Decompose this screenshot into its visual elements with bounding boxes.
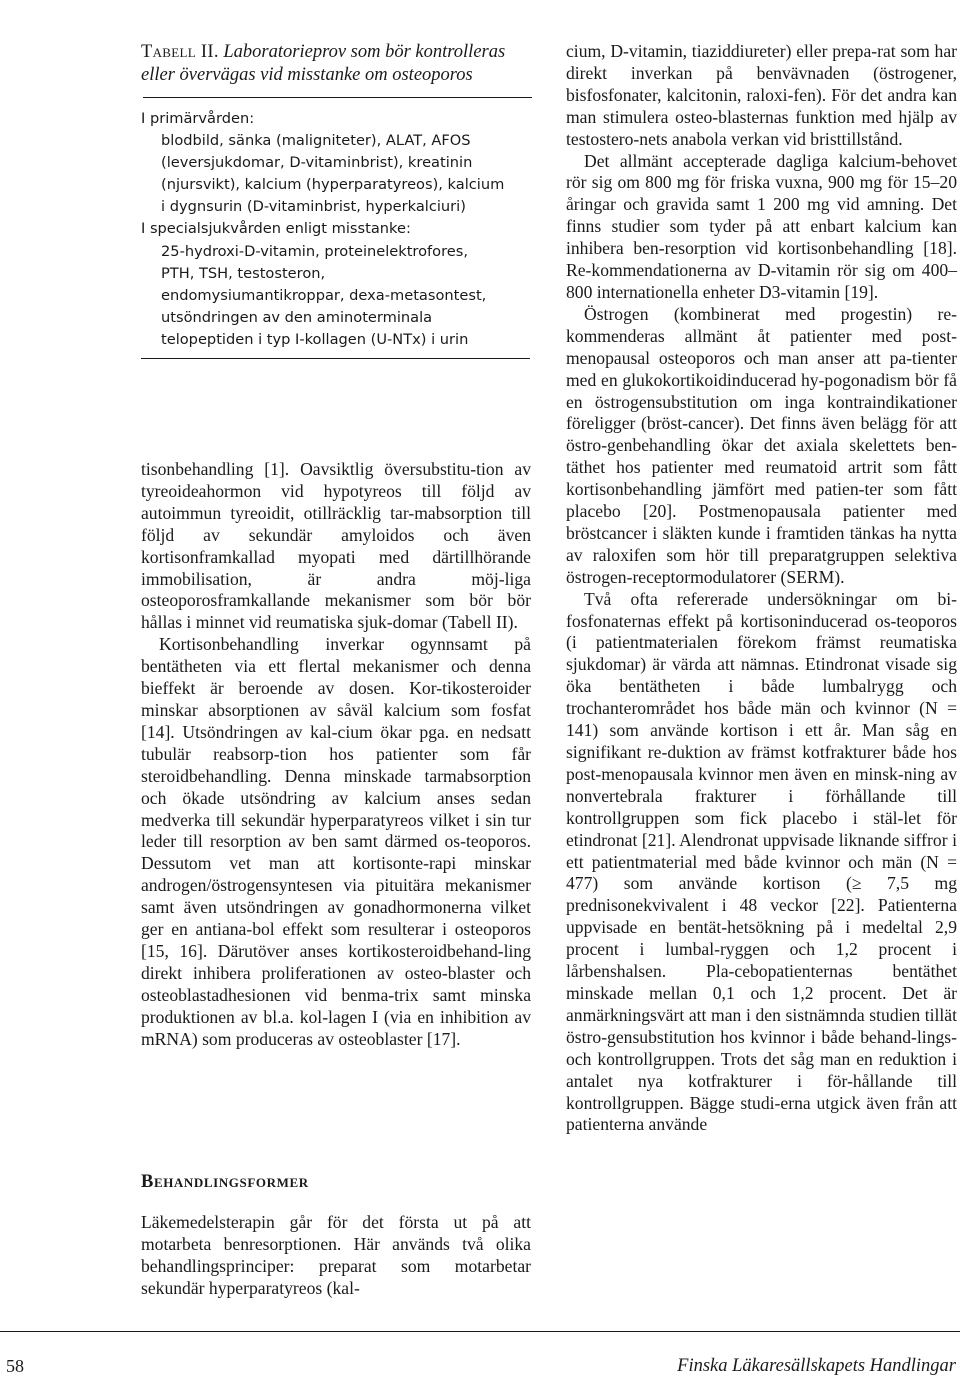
body-paragraph: Kortisonbehandling inverkar ogynnsamt på bentätheten via ett flertal mekanismer och denna bieffekt är beroende av dosen. Kor-tikosteroider minskar absorptionen av såväl kalcium som fosfat [14]. Utsöndringen av kal-cium ökar pga. en nedsatt tubulär reabsorp-tion hos patienter som får steroidbehandling. Denna minskade tarmabsorption och ökade utsöndring av kalcium anses sedan medverka till sekundär hyperparatyreos vilket i sin tur leder till resorption av ben samt därmed os-teoporos. Dessutom vet man att kortisonte-rapi minskar androgen/östrogensyntesen via pituitära mekanismer samt även utsöndringen av gonadhormonerna vilket ger en antiana-bol effekt som resulterar i osteoporos [15, 16]. Därutöver anses kortikosteroidbehand-ling direkt inhibera proliferationen av osteo-blaster och osteoblastadhesionen vid benma-trix samt minska produktionen av bl.a. kol-lagen I (via en inhibition av mRNA) som produceras av osteoblaster [17]. (141, 634, 531, 1049)
table-line: i dygnsurin (D-vitaminbrist, hyperkalciuri) (161, 198, 466, 216)
table-label: Tabell II. (141, 42, 219, 62)
right-column-text (566, 41, 957, 1136)
footer-rule (0, 1331, 960, 1332)
body-paragraph: Det allmänt accepterade dagliga kalcium-behovet rör sig om 800 mg för friska vuxna, 900 mg för 15–20 åringar och gravida samt 1 200 mg vid amning. Det finns studier som tyder på att enbart kalcium kan inhibera ben-resorption vid kortisonbehandling [18]. Re-kommendationerna av D-vitamin rör sig om 400–800 internationella enheter D3-vitamin [19]. (566, 150, 957, 302)
table-line: PTH, TSH, testosteron, (161, 264, 326, 282)
table-line: telopeptiden i typ I-kollagen (U-NTx) i urin (161, 330, 469, 348)
body-paragraph: Östrogen (kombinerat med progestin) re-kommenderas allmänt åt patienter med post-menopausal osteoporos och man anser att pa-tienter med en glukokortikoidinducerad hy-pogonadism bör få en östrogensubstitution om inga kontraindikationer föreligger (bröst-cancer). Det finns även belägg för att östro-genbehandling ökar det axiala skelettets ben-täthet hos patienter med reumatoid artrit som fått kortisonbehandling jämfört med patien-ter som fått placebo [20]. Postmenopausala patienter med bröstcancer i släkten kunde i framtiden tänkas ha nytta av raloxifen som hör till preparatgruppen selektiva östrogen-receptormodulatorer (SERM). (566, 303, 957, 587)
page-number: 58 (6, 1356, 24, 1376)
section-heading: Behandlingsformer (141, 1172, 309, 1192)
table-line: (njursvikt), kalcium (hyperparatyreos), kalcium (161, 176, 505, 194)
lab-tests-table (141, 41, 531, 351)
left-column-text (141, 459, 531, 1050)
table-bottom-rule (141, 358, 530, 359)
table-title-line-2: eller övervägas vid misstanke om osteoporos (141, 65, 473, 85)
table-top-rule (143, 97, 532, 98)
table-line: blodbild, sänka (maligniteter), ALAT, AFOS (161, 132, 471, 150)
table-section-heading: I primärvården: (141, 110, 255, 127)
left-column-text-continued (141, 1212, 531, 1300)
table-line: utsöndringen av den aminoterminala (161, 308, 433, 326)
body-paragraph: Läkemedelsterapin går för det första ut på att motarbeta benresorptionen. Här används två olika behandlingsprinciper: preparat som motarbetar sekundär hyperparatyreos (kal- (141, 1212, 531, 1298)
journal-name: Finska Läkaresällskapets Handlingar (677, 1356, 956, 1376)
body-paragraph: cium, D-vitamin, tiaziddiureter) eller prepa-rat som har direkt inverkan på benvävnaden (östrogener, bisfosfonater, kalcitonin, raloxi-fen). För det andra kan man stimulera osteo-blasternas funktion med hjälp av testostero-nets anabola verkan vid bristtillstånd. (566, 41, 957, 149)
table-line: endomysiumantikroppar, dexa-metasontest, (161, 286, 487, 304)
table-section-heading: I specialsjukvården enligt misstanke: (141, 220, 411, 238)
table-body (141, 108, 531, 351)
body-paragraph: Två ofta refererade undersökningar om bi-fosfonaternas effekt på kortisoninducerad os-teoporos (i patientmaterialen förekom främst reumatiska sjukdomar) är värda att nämnas. Etindronat visade sig öka bentätheten i både lumbalrygg och trochanterområdet hos både män och kvinnor (N = 141) som använde kortison i ett år. Man såg en signifikant re-duktion av främst kotfrakturer både hos post-menopausala kvinnor men även en minsk-ning av nonvertebrala frakturer i förhållande till kontrollgruppen som fick placebo i stäl-let för etindronat [21]. Alendronat uppvisade liknande siffror i ett patientmaterial med både kvinnor och män (N = 477) som använde kortison (≥ 7,5 mg prednisonekvivalent i 48 veckor [22]. Patienterna uppvisade en bentät-hetsökning på i medeltal 2,9 procent i lumbal-ryggen och 1,2 procent i lårbenshalsen. Pla-cebopatienternas bentäthet minskade mellan 0,1 och 1,2 procent. Det är anmärkningsvärt att man i den sistnämnda studien tillät östro-gensubstitution hos kvinnor i både behand-lings- och kontrollgruppen. Trots det såg man en reduktion i antalet nya kotfrakturer i för-hållande till kontrollgruppen. Bägge studi-erna utgick även från att patienterna använde (566, 588, 957, 1135)
table-line: (leversjukdomar, D-vitaminbrist), kreatinin (161, 154, 473, 172)
body-paragraph: tisonbehandling [1]. Oavsiktlig översubstitu-tion av tyreoideahormon vid hypotyreos till följd av autoimmun tyreoidit, otillräcklig tar-mabsorption till följd av sekundär amyloidos och även kortisonframkallad myopati med därtillhörande immobilisation, är andra möj-liga osteoporosframkallande mekanismer som bör bör hållas i minnet vid reumatiska sjuk-domar (Tabell II). (141, 459, 531, 633)
table-line: 25-hydroxi-D-vitamin, proteinelektrofores, (161, 242, 469, 260)
table-caption (141, 41, 531, 87)
table-title-line-1: Laboratorieprov som bör kontrolleras (223, 42, 506, 62)
